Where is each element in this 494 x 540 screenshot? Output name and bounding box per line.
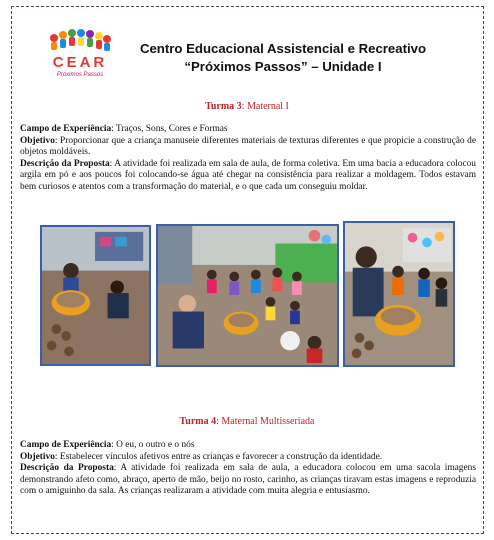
activity-photo-1 (40, 225, 151, 366)
header-title (118, 40, 448, 76)
section1-objetivo-label: Objetivo (20, 135, 55, 146)
section1-descricao-label: Descrição da Proposta (20, 158, 110, 169)
section2-descricao-label: Descrição da Proposta (20, 463, 114, 474)
section2-objetivo (20, 452, 476, 464)
section1-campo-label: Campo de Experiência (20, 124, 112, 134)
cear-logo (46, 28, 114, 80)
activity-photo-3 (343, 221, 455, 367)
header-title-line1: Centro Educacional Assistencial e Recreativo (139, 41, 427, 56)
section1-campo-value: : Traços, Sons, Cores e Formas (111, 124, 228, 134)
section2-turma-heading (20, 416, 474, 427)
section2-objetivo-value: : Estabelecer vínculos afetivos entre as crianças e favorecer a construção da identidade. (54, 451, 383, 462)
section1-body (20, 124, 476, 194)
logo-subtext: Próximos Passos (56, 72, 104, 78)
section2-turma-name: : Maternal Multisseriada (216, 416, 315, 427)
section1-turma-label: Turma 3 (205, 101, 242, 112)
section1-turma-heading (20, 101, 474, 112)
section2-campo-value: : O eu, o outro e o nós (111, 440, 195, 450)
section1-campo (20, 124, 476, 136)
section2-body (20, 440, 476, 498)
section1-objetivo-value: : Proporcionar que a criança manuseie diferentes materiais de texturas diferentes e que propicie a construção de objetos moldáveis. (20, 135, 476, 158)
header-title-line2: “Próximos Passos” – Unidade I (184, 59, 382, 74)
activity-photo-2 (156, 224, 339, 367)
section2-turma-label: Turma 4 (179, 416, 217, 427)
section1-descricao (20, 159, 476, 194)
section2-objetivo-label: Objetivo (20, 451, 55, 462)
section2-descricao-value: : A atividade foi realizada em sala de aula, a educadora colocou em uma sacola imagens demonstrando afeto como, abraço, aperto de mão, beijo no rosto, carinho, as crianças tiravam estas imagens e reproduzia com o amiguinho da sala. As crianças realizaram a atividade com muita alegria e entusiasmo. (20, 463, 476, 497)
logo-text: CEAR (52, 54, 108, 71)
section2-campo (20, 440, 476, 452)
section1-turma-name: : Maternal I (241, 101, 289, 112)
section1-descricao-value: : A atividade foi realizada em sala de aula, de forma coletiva. Em uma bacia a educadora colocou argila em pó e aos poucos foi colocando-se água até chegar na consistência para realizar a moldagem. Todos estavam bem curiosos e atentos com a transformação do material, e o que cada um conseguiu moldar. (20, 158, 476, 192)
section2-descricao (20, 463, 476, 498)
logo-children-figures (50, 29, 111, 51)
section1-objetivo (20, 136, 476, 159)
section2-campo-label: Campo de Experiência (20, 440, 112, 450)
